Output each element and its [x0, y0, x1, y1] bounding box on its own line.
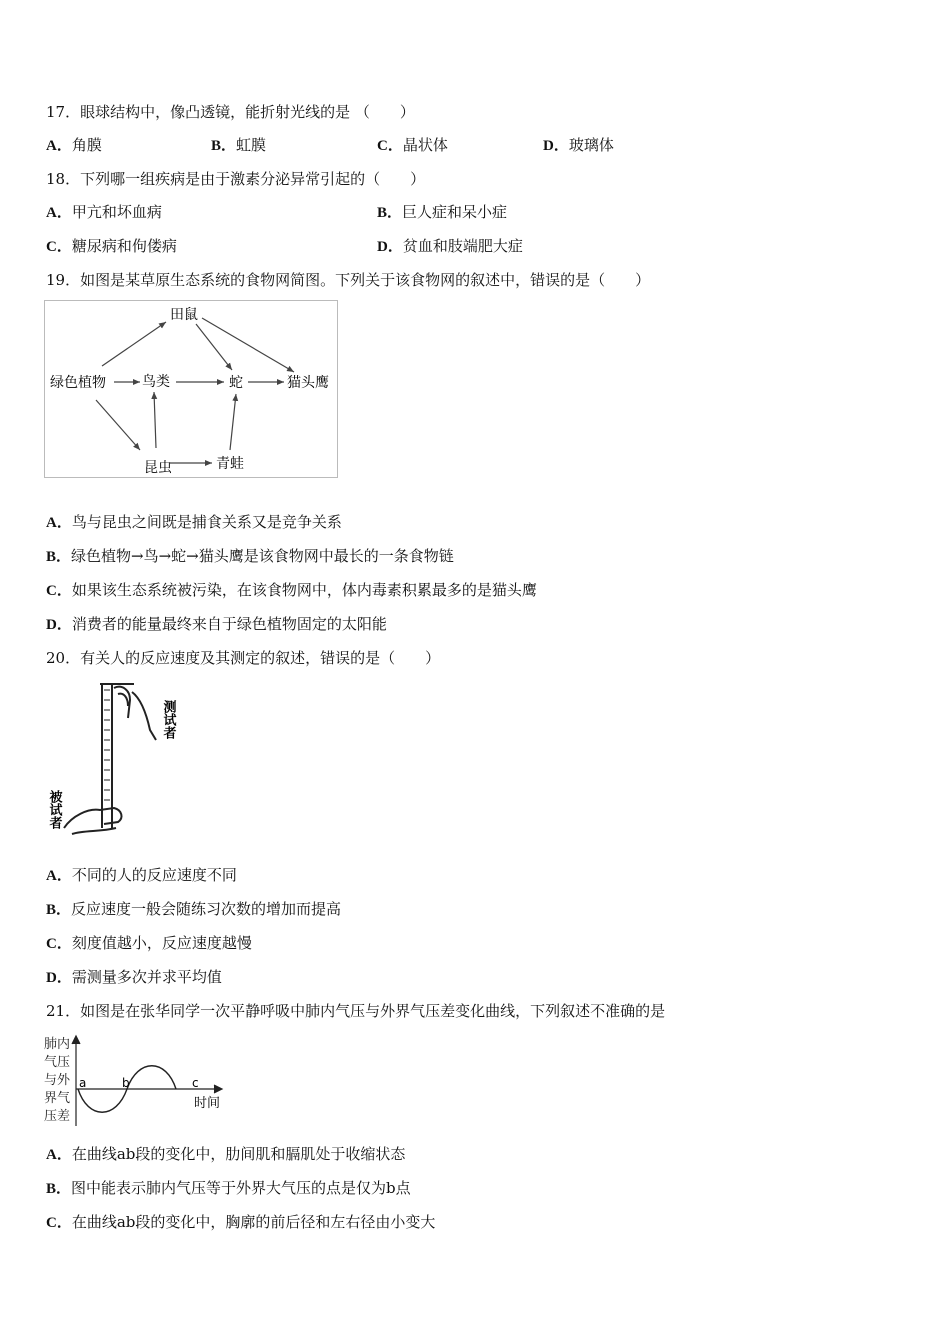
option-text: 如果该生态系统被污染，在该食物网中，体内毒素积累最多的是猫头鹰 — [71, 581, 537, 599]
option-text: 刻度值越小，反应速度越慢 — [71, 934, 252, 952]
ylabel-line: 气压 — [44, 1055, 71, 1070]
point-b-label: b — [122, 1076, 130, 1090]
option-letter: C． — [377, 138, 403, 154]
option-text: 图中能表示肺内气压等于外界大气压的点是仅为b点 — [71, 1179, 411, 1197]
option-text: 反应速度一般会随练习次数的增加而提高 — [71, 900, 342, 918]
option-text: 虹膜 — [236, 136, 267, 154]
node-plant: 绿色植物 — [50, 375, 106, 391]
q19-option-c — [46, 579, 537, 602]
reaction-test-figure — [44, 678, 190, 840]
option-letter: B． — [211, 138, 237, 154]
option-letter: B． — [46, 902, 72, 918]
pressure-curve-figure — [44, 1032, 230, 1130]
option-letter: A． — [46, 515, 72, 531]
option-text: 甲亢和坏血病 — [71, 203, 162, 221]
option-letter: B． — [46, 1181, 72, 1197]
node-bird: 鸟类 — [142, 374, 170, 390]
node-mouse: 田鼠 — [170, 307, 198, 323]
q20-option-b — [46, 898, 341, 921]
q18-option-a — [46, 201, 162, 224]
q21-option-a — [46, 1143, 405, 1166]
subject-label: 被试者 — [46, 790, 62, 829]
option-text: 鸟与昆虫之间既是捕食关系又是竞争关系 — [71, 513, 342, 531]
edge-mouse-owl — [202, 318, 294, 372]
option-letter: A． — [46, 1147, 72, 1163]
q17-option-c — [377, 134, 448, 157]
food-web-figure — [44, 300, 338, 478]
option-letter: C． — [46, 936, 72, 952]
option-text: 在曲线ab段的变化中，肋间肌和膈肌处于收缩状态 — [71, 1145, 406, 1163]
q20-option-c — [46, 932, 252, 955]
option-letter: D． — [46, 617, 72, 633]
q20-option-a — [46, 864, 237, 887]
option-letter: B． — [377, 205, 403, 221]
ylabel-line: 界气 — [44, 1091, 71, 1106]
q19-option-b — [46, 545, 454, 568]
y-axis-label — [44, 1036, 71, 1124]
ylabel-line: 压差 — [44, 1109, 71, 1124]
option-letter: A． — [46, 138, 72, 154]
option-letter: D． — [46, 970, 72, 986]
node-owl: 猫头鹰 — [287, 375, 329, 391]
option-text: 玻璃体 — [568, 136, 614, 154]
option-text: 在曲线ab段的变化中，胸廓的前后径和左右径由小变大 — [71, 1213, 436, 1231]
option-letter: B． — [46, 549, 72, 565]
tester-hand — [114, 687, 156, 740]
q17-option-a — [46, 134, 102, 157]
option-text: 糖尿病和佝偻病 — [71, 237, 177, 255]
q19-option-a — [46, 511, 342, 534]
q21-option-b — [46, 1177, 411, 1200]
q17-stem: 17．眼球结构中，像凸透镜，能折射光线的是 （ ） — [46, 103, 415, 121]
y-axis-arrow — [72, 1036, 80, 1044]
point-a-label: a — [79, 1076, 87, 1090]
option-letter: A． — [46, 868, 72, 884]
q18-option-b — [377, 201, 507, 224]
option-text: 需测量多次并求平均值 — [71, 968, 222, 986]
q17-option-b — [211, 134, 266, 157]
q21-stem: 21．如图是在张华同学一次平静呼吸中肺内气压与外界气压差变化曲线，下列叙述不准确的是 — [46, 1002, 666, 1020]
edge-mouse-snake — [196, 324, 232, 370]
q19-stem: 19．如图是某草原生态系统的食物网简图。下列关于该食物网的叙述中，错误的是（ ） — [46, 271, 651, 289]
option-text: 巨人症和呆小症 — [402, 203, 508, 221]
q18-stem: 18．下列哪一组疾病是由于激素分泌异常引起的（ ） — [46, 170, 426, 188]
option-text: 绿色植物→鸟→蛇→猫头鹰是该食物网中最长的一条食物链 — [71, 547, 454, 565]
q17-option-d — [543, 134, 614, 157]
edge-insect-bird — [154, 392, 156, 448]
x-axis-label: 时间 — [194, 1096, 221, 1111]
option-text: 不同的人的反应速度不同 — [71, 866, 237, 884]
q21-option-c — [46, 1211, 435, 1234]
option-letter: C． — [46, 1215, 72, 1231]
node-snake: 蛇 — [229, 375, 243, 391]
ylabel-line: 与外 — [44, 1073, 71, 1088]
option-letter: A． — [46, 205, 72, 221]
option-text: 晶状体 — [402, 136, 448, 154]
option-letter: D． — [377, 239, 403, 255]
q19-option-d — [46, 613, 387, 636]
option-text: 消费者的能量最终来自于绿色植物固定的太阳能 — [71, 615, 387, 633]
q18-option-d — [377, 235, 523, 258]
tester-label: 测试者 — [160, 700, 176, 739]
q20-stem: 20．有关人的反应速度及其测定的叙述，错误的是（ ） — [46, 649, 441, 667]
q20-option-d — [46, 966, 222, 989]
option-letter: D． — [543, 138, 569, 154]
q18-option-c — [46, 235, 177, 258]
option-text: 角膜 — [71, 136, 102, 154]
ylabel-line: 肺内 — [44, 1037, 71, 1052]
node-insect: 昆虫 — [144, 460, 172, 476]
option-letter: C． — [46, 583, 72, 599]
option-text: 贫血和肢端肥大症 — [402, 237, 523, 255]
option-letter: C． — [46, 239, 72, 255]
edge-frog-snake — [230, 394, 236, 450]
point-c-label: c — [192, 1076, 199, 1090]
node-frog: 青蛙 — [216, 456, 244, 472]
edge-plant-mouse — [102, 322, 166, 366]
x-axis-arrow — [214, 1085, 222, 1093]
edge-plant-insect — [96, 400, 140, 450]
